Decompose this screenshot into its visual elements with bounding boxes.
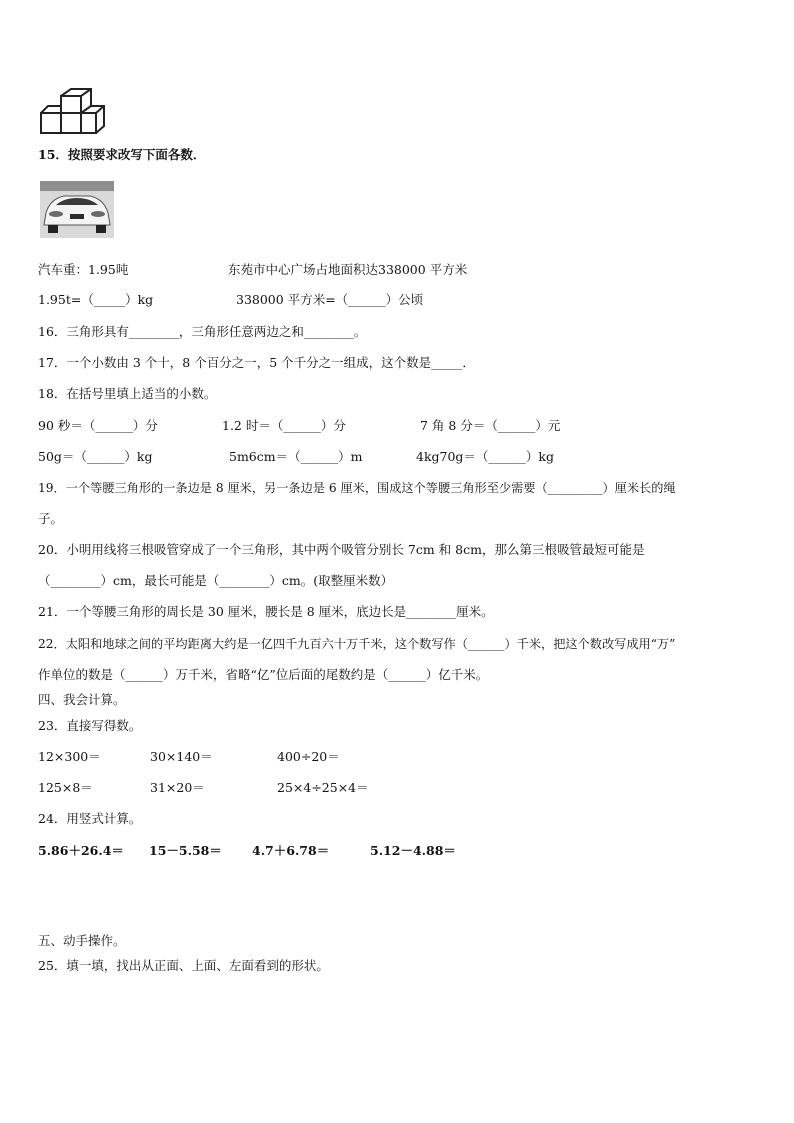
q16-text: 16．三角形具有________，三角形任意两边之和________。 [38, 324, 367, 339]
q23-item: 125×8＝ [38, 780, 93, 795]
q18-item: 90 秒＝（______）分 [38, 418, 158, 433]
q18-item: 1.2 时＝（______）分 [222, 418, 346, 433]
q15-title: 15．按照要求改写下面各数． [38, 147, 206, 162]
q24-title: 24．用竖式计算。 [38, 811, 142, 826]
conversion-weight: 1.95t=（_____）kg [38, 292, 154, 307]
q17-text: 17．一个小数由 3 个十，8 个百分之一，5 个千分之一组成，这个数是_____． [38, 355, 475, 370]
q18-item: 50g＝（______）kg [38, 449, 153, 464]
car-photo [40, 181, 114, 238]
q24-item: 5.12－4.88＝ [370, 843, 456, 858]
q22-line2: 作单位的数是（______）万千米，省略“亿”位后面的尾数约是（______）亿千米。 [38, 667, 489, 682]
q18-item: 7 角 8 分＝（______）元 [420, 418, 561, 433]
plaza-area-text: 东苑市中心广场占地面积达338000 平方米 [228, 262, 468, 277]
q18-item: 5m6cm＝（______）m [229, 449, 363, 464]
q20-line2: （________）cm，最长可能是（________）cm。(取整厘米数） [38, 573, 394, 588]
q24-item: 5.86＋26.4＝ [38, 843, 124, 858]
q18-title: 18．在括号里填上适当的小数。 [38, 386, 217, 401]
q22-line1: 22．太阳和地球之间的平均距离大约是一亿四千九百六十万千米，这个数写作（______）千米，把这个数改写成用“万” [38, 637, 676, 651]
section5-heading: 五、动手操作。 [38, 933, 126, 948]
q19-line1: 19．一个等腰三角形的一条边是 8 厘米，另一条边是 6 厘米，围成这个等腰三角形至少需要（_________）厘米长的绳 [38, 481, 676, 495]
section4-heading: 四、我会计算。 [38, 692, 126, 707]
cube-stack-figure [38, 86, 108, 138]
conversion-area: 338000 平方米=（______）公顷 [236, 292, 424, 307]
q23-item: 12×300＝ [38, 749, 101, 764]
q19-line2: 子。 [38, 511, 64, 526]
q23-item: 31×20＝ [150, 780, 205, 795]
q23-item: 30×140＝ [150, 749, 213, 764]
q23-item: 400÷20＝ [277, 749, 340, 764]
q24-item: 15－5.58＝ [149, 843, 222, 858]
q24-item: 4.7＋6.78＝ [252, 843, 330, 858]
q21-text: 21．一个等腰三角形的周长是 30 厘米，腰长是 8 厘米，底边长是________厘米。 [38, 604, 494, 619]
q25-text: 25．填一填，找出从正面、上面、左面看到的形状。 [38, 958, 329, 973]
q23-title: 23．直接写得数。 [38, 718, 142, 733]
car-weight-text: 汽车重：1.95吨 [38, 262, 129, 277]
q23-item: 25×4÷25×4＝ [277, 780, 369, 795]
q18-item: 4kg70g＝（______）kg [416, 449, 555, 464]
q20-line1: 20．小明用线将三根吸管穿成了一个三角形，其中两个吸管分别长 7cm 和 8cm，那么第三根吸管最短可能是 [38, 542, 645, 557]
